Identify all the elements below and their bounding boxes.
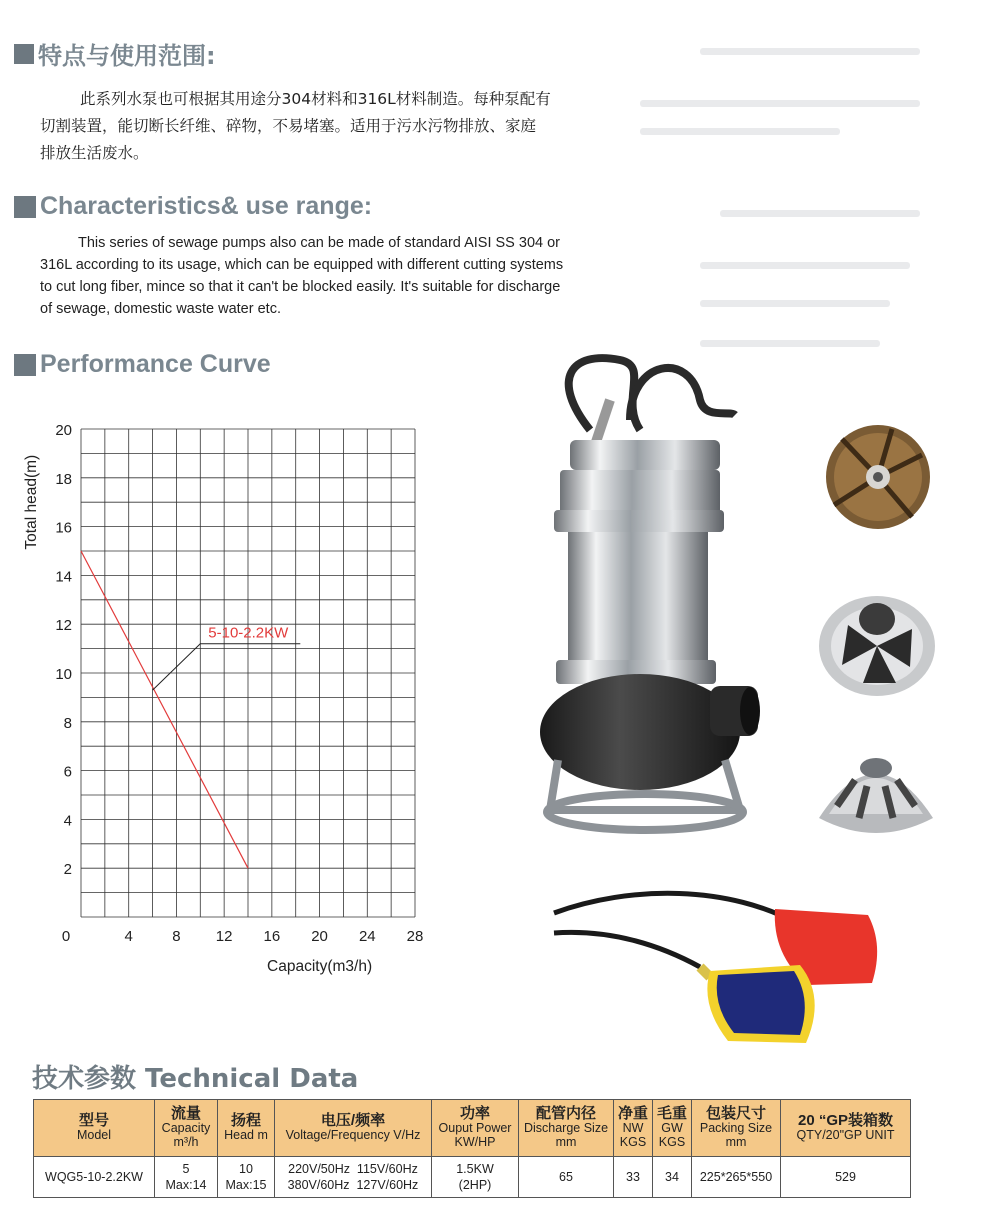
col-model bbox=[34, 1100, 155, 1157]
performance-chart bbox=[0, 410, 440, 980]
cell-nw: 33 bbox=[614, 1157, 653, 1198]
col-en: Capacity m³/h bbox=[161, 1121, 211, 1149]
col-en: Head m bbox=[224, 1128, 268, 1142]
x-tick-label: 0 bbox=[61, 928, 71, 945]
float-switch-image bbox=[550, 885, 890, 1045]
cell-gw: 34 bbox=[653, 1157, 692, 1198]
col-gw bbox=[653, 1100, 692, 1157]
col-cn: 功率 bbox=[459, 1105, 490, 1122]
power-hp: (2HP) bbox=[458, 1178, 492, 1192]
y-tick-label: 8 bbox=[63, 714, 72, 732]
col-cn: 型号 bbox=[78, 1112, 109, 1129]
x-tick-label: 4 bbox=[124, 928, 133, 945]
voltage-line: 380V/60Hz 127V/60Hz bbox=[287, 1178, 419, 1192]
col-en: NW KGS bbox=[619, 1121, 647, 1149]
cell-capacity bbox=[155, 1157, 218, 1198]
perf-heading-text: Performance Curve bbox=[40, 350, 271, 378]
pump-image bbox=[530, 340, 770, 845]
head-value: 10 bbox=[239, 1162, 253, 1176]
cutter-disc-image bbox=[818, 595, 936, 697]
col-en: Discharge Size mm bbox=[523, 1121, 609, 1149]
col-en: Packing Size mm bbox=[699, 1121, 773, 1149]
head-max: Max:15 bbox=[225, 1178, 267, 1192]
capacity-max: Max:14 bbox=[165, 1178, 207, 1192]
en-body bbox=[40, 232, 650, 320]
col-packing bbox=[692, 1100, 781, 1157]
en-heading bbox=[14, 192, 372, 221]
cn-body-line: 切割装置，能切断长纤维、碎物，不易堵塞。适用于污水污物排放、家庭 bbox=[40, 117, 537, 135]
curve-label: 5-10-2.2KW bbox=[208, 624, 289, 642]
perf-heading bbox=[14, 350, 271, 379]
en-heading-text: Characteristics& use range: bbox=[40, 192, 373, 220]
col-cn: 电压/频率 bbox=[320, 1112, 386, 1129]
cell-voltage bbox=[275, 1157, 432, 1198]
col-en: Voltage/Frequency V/Hz bbox=[285, 1128, 421, 1142]
cn-body-line: 此系列水泵也可根据其用途分304材料和316L材料制造。每种泵配有 bbox=[80, 90, 551, 108]
annotation-leader bbox=[153, 644, 301, 690]
cell-discharge: 65 bbox=[519, 1157, 614, 1198]
en-body-line: of sewage, domestic waste water etc. bbox=[40, 301, 281, 317]
en-body-line: to cut long fiber, mince so that it can't be blocked easily. It's suitable for discharge bbox=[40, 279, 561, 295]
table-header-row bbox=[34, 1100, 911, 1157]
col-cn: 20 “GP装箱数 bbox=[797, 1112, 894, 1129]
cn-heading-text: 特点与使用范围: bbox=[38, 42, 216, 70]
cell-model: WQG5-10-2.2KW bbox=[34, 1157, 155, 1198]
y-tick-label: 18 bbox=[55, 470, 72, 488]
col-voltage bbox=[275, 1100, 432, 1157]
col-head bbox=[218, 1100, 275, 1157]
y-tick-label: 6 bbox=[63, 763, 72, 781]
col-discharge bbox=[519, 1100, 614, 1157]
col-en: Ouput Power KW/HP bbox=[438, 1121, 512, 1149]
col-nw bbox=[614, 1100, 653, 1157]
col-cn: 净重 bbox=[617, 1105, 648, 1122]
y-axis-label: Total head(m) bbox=[23, 454, 40, 550]
col-qty bbox=[781, 1100, 911, 1157]
cell-power bbox=[432, 1157, 519, 1198]
y-tick-label: 16 bbox=[55, 519, 72, 537]
table-row bbox=[34, 1157, 911, 1198]
col-en: GW KGS bbox=[658, 1121, 686, 1149]
voltage-line: 220V/50Hz 115V/60Hz bbox=[288, 1162, 418, 1176]
col-cn: 包装尺寸 bbox=[705, 1105, 766, 1122]
x-axis-label: Capacity(m3/h) bbox=[267, 958, 373, 975]
x-tick-label: 16 bbox=[263, 928, 281, 945]
heading-square-icon bbox=[14, 354, 36, 376]
col-cn: 流量 bbox=[170, 1105, 201, 1122]
col-en: Model bbox=[76, 1128, 112, 1142]
y-tick-label: 14 bbox=[55, 568, 72, 586]
heading-square-icon bbox=[14, 44, 34, 64]
y-tick-label: 20 bbox=[55, 422, 72, 439]
x-tick-label: 20 bbox=[311, 928, 328, 945]
power-kw: 1.5KW bbox=[456, 1162, 494, 1176]
cn-heading bbox=[14, 36, 216, 71]
cell-head bbox=[218, 1157, 275, 1198]
en-body-line: This series of sewage pumps also can be made of standard AISI SS 304 or bbox=[78, 235, 560, 251]
y-tick-label: 10 bbox=[55, 666, 72, 683]
en-body-line: 316L according to its usage, which can be equipped with different cutting systems bbox=[40, 257, 564, 273]
col-power bbox=[432, 1100, 519, 1157]
impeller-image bbox=[822, 425, 934, 530]
capacity-value: 5 bbox=[182, 1162, 190, 1176]
tech-data-title: 技术参数 Technical Data bbox=[32, 1064, 359, 1094]
tech-data-table bbox=[33, 1099, 911, 1198]
x-tick-label: 8 bbox=[172, 928, 181, 945]
col-capacity bbox=[155, 1100, 218, 1157]
cn-body-line: 排放生活废水。 bbox=[40, 144, 149, 162]
y-tick-label: 4 bbox=[63, 812, 72, 830]
cell-qty: 529 bbox=[781, 1157, 911, 1198]
curve-line bbox=[81, 551, 248, 868]
x-tick-label: 28 bbox=[406, 928, 424, 945]
col-cn: 扬程 bbox=[230, 1112, 261, 1129]
y-tick-label: 12 bbox=[55, 617, 72, 635]
y-tick-label: 2 bbox=[63, 861, 72, 879]
col-cn: 毛重 bbox=[656, 1105, 687, 1122]
col-cn: 配管内径 bbox=[535, 1105, 596, 1122]
x-tick-label: 12 bbox=[215, 928, 233, 945]
cell-packing: 225*265*550 bbox=[692, 1157, 781, 1198]
x-tick-label: 24 bbox=[358, 928, 376, 945]
col-en: QTY/20"GP UNIT bbox=[796, 1128, 895, 1142]
cn-body bbox=[40, 86, 640, 167]
cutter-cone-image bbox=[815, 740, 937, 840]
heading-square-icon bbox=[14, 196, 36, 218]
